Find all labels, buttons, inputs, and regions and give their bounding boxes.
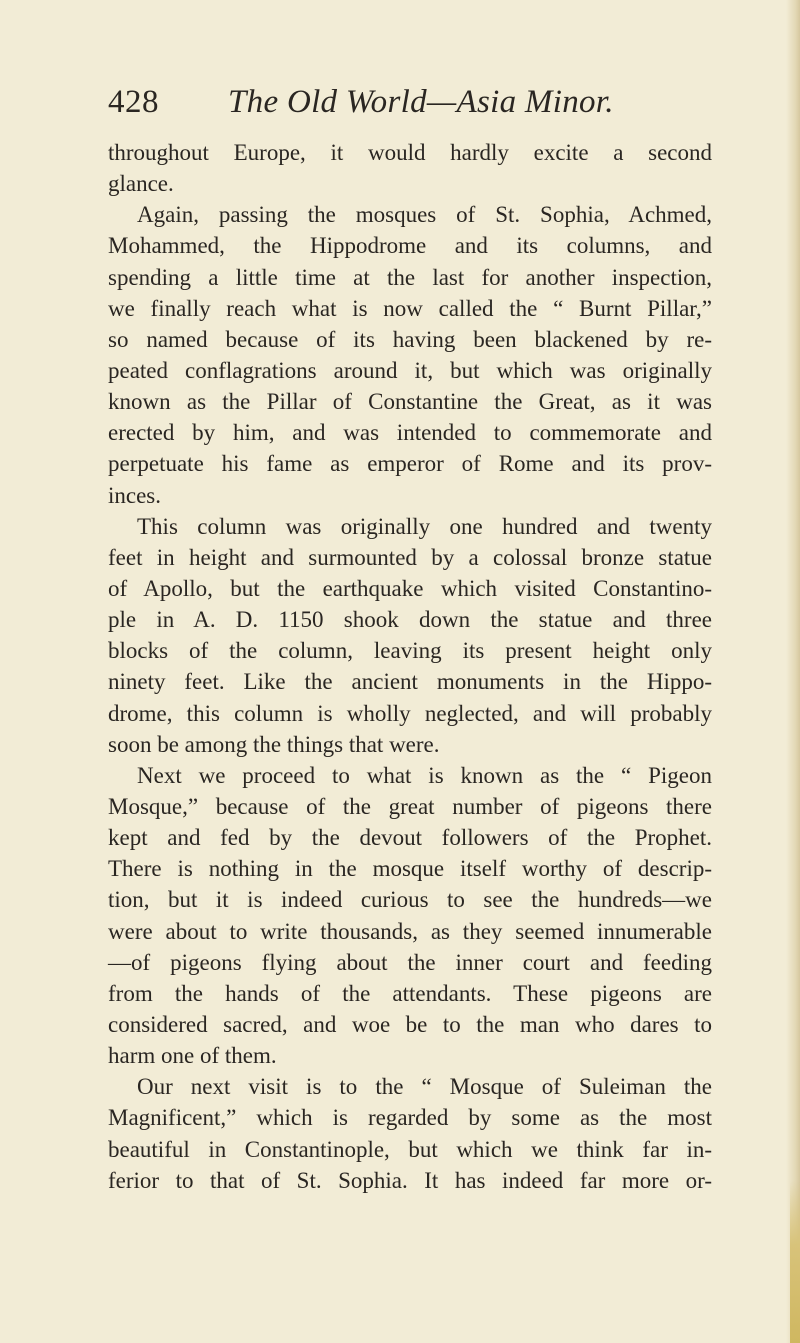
text-line: There is nothing in the mosque itself worthy of descrip-	[108, 856, 712, 882]
paragraph-start-line: Again, passing the mosques of St. Sophia, Achmed,	[137, 202, 712, 228]
text-line: glance.	[108, 171, 174, 197]
text-line: ple in A. D. 1150 shook down the statue and three	[108, 607, 712, 633]
text-line: soon be among the things that were.	[108, 731, 440, 757]
text-line: spending a little time at the last for another inspection,	[108, 264, 712, 290]
text-line: drome, this column is wholly neglected, and will probably	[108, 700, 712, 726]
page-edge-stain	[790, 1180, 800, 1343]
text-line: known as the Pillar of Constantine the Great, as it was	[108, 389, 712, 415]
text-line: blocks of the column, leaving its present height only	[108, 638, 712, 664]
text-line: ferior to that of St. Sophia. It has indeed far more or-	[108, 1167, 712, 1193]
text-line: throughout Europe, it would hardly excite a second	[108, 140, 712, 165]
text-line: Mohammed, the Hippodrome and its columns, and	[108, 233, 712, 259]
text-line: Magnificent,” which is regarded by some as the most	[108, 1105, 712, 1131]
text-line: kept and fed by the devout followers of the Prophet.	[108, 825, 712, 851]
body-text	[108, 137, 712, 1196]
running-title: The Old World—Asia Minor.	[228, 84, 614, 120]
paragraph-start-line: This column was originally one hundred and twenty	[137, 513, 712, 539]
text-line: peated conflagrations around it, but which was originally	[108, 357, 712, 383]
text-line: tion, but it is indeed curious to see the hundreds—we	[108, 887, 712, 913]
running-head	[108, 82, 728, 122]
text-line: of Apollo, but the earthquake which visited Constantino-	[108, 575, 712, 601]
text-line: were about to write thousands, as they seemed innumerable	[108, 918, 712, 944]
text-line: considered sacred, and woe be to the man who dares to	[108, 1011, 712, 1037]
page-number: 428	[108, 84, 159, 120]
text-line: beautiful in Constantinople, but which we think far in-	[108, 1136, 712, 1162]
text-line: we finally reach what is now called the “ Burnt Pillar,”	[108, 295, 712, 321]
text-line: erected by him, and was intended to commemorate and	[108, 420, 712, 446]
text-line: ninety feet. Like the ancient monuments in the Hippo-	[108, 669, 712, 695]
text-line: so named because of its having been blackened by re-	[108, 326, 712, 352]
paragraph-start-line: Next we proceed to what is known as the “ Pigeon	[137, 762, 712, 788]
paragraph-start-line: Our next visit is to the “ Mosque of Suleiman the	[137, 1074, 712, 1100]
text-line: inces.	[108, 482, 162, 508]
text-line: from the hands of the attendants. These pigeons are	[108, 980, 712, 1006]
page-edge-shadow	[786, 0, 800, 1343]
text-line: Mosque,” because of the great number of pigeons there	[108, 793, 712, 819]
text-line: feet in height and surmounted by a colossal bronze statue	[108, 544, 712, 570]
text-line: perpetuate his fame as emperor of Rome and its prov-	[108, 451, 712, 477]
text-line: —of pigeons flying about the inner court and feeding	[108, 949, 712, 975]
text-line: harm one of them.	[108, 1043, 277, 1069]
